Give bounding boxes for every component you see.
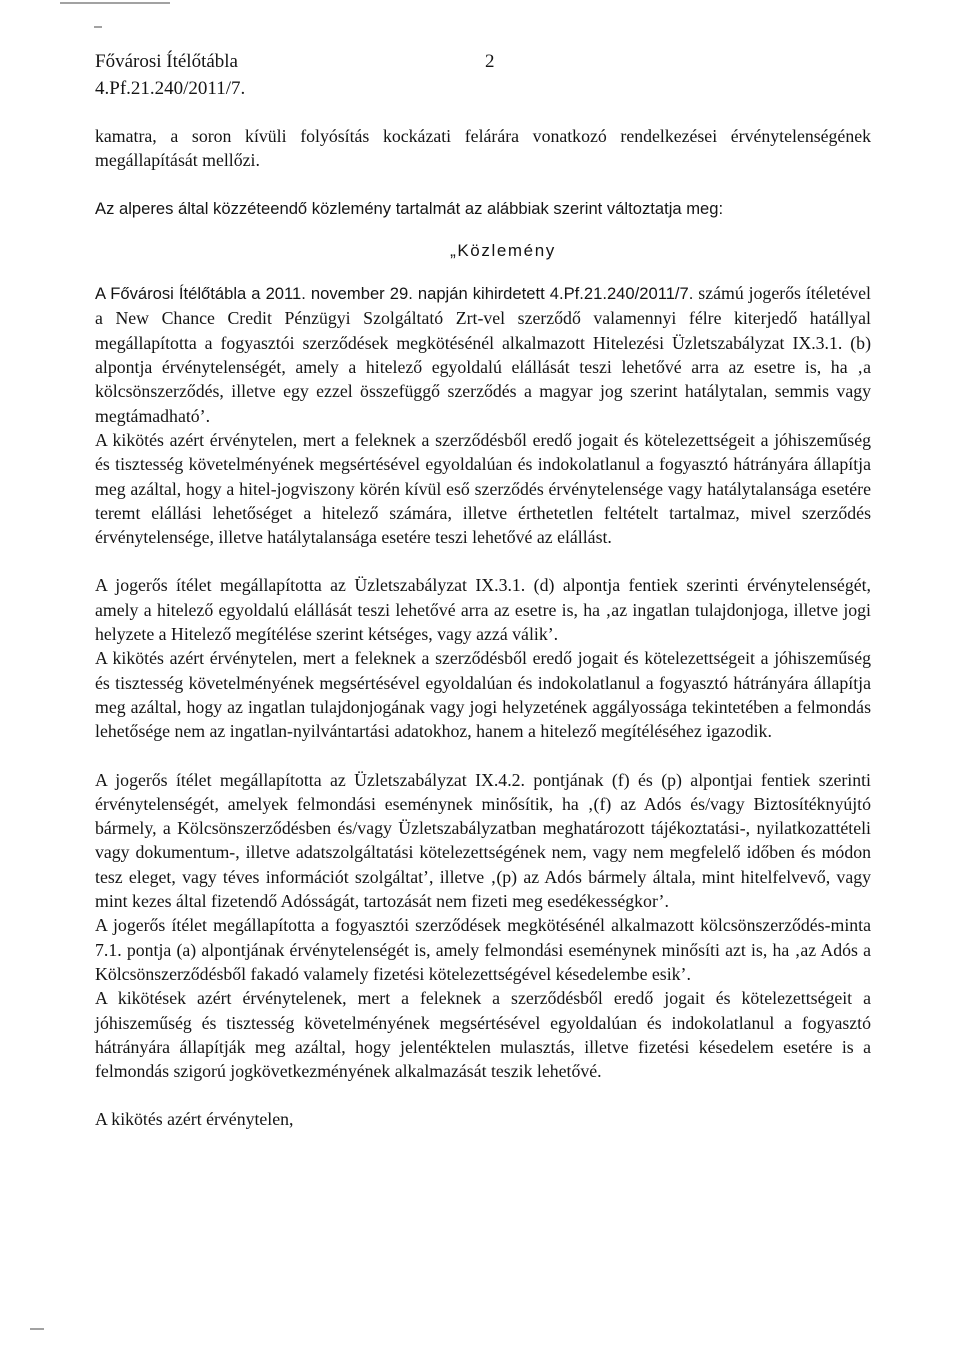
court-name: Fővárosi Ítélőtábla	[95, 51, 238, 72]
document-body	[95, 124, 871, 1132]
paragraph-finding-d: A jogerős ítélet megállapította az Üzletszabályzat IX.3.1. (d) alpontja fentiek szerinti érvénytelenségét, amely a hitelező egyoldalú elállását teszi lehetővé arra az esetre is, ha ‚az ingatlan tulajdonjoga, illetve jogi helyzete a Hitelező megítélése szerint kétséges, vagy azzá válik’.	[95, 575, 871, 645]
notice-lead-sans: A Fővárosi Ítélőtábla a 2011. november 29. napján kihirdetett 4.Pf.21.240/2011/7.	[95, 284, 694, 304]
scan-artifact-left	[94, 26, 102, 28]
case-number: 4.Pf.21.240/2011/7.	[95, 78, 246, 99]
paragraph-notice-lead	[95, 281, 871, 428]
paragraph-kozlemeny-intro: Az alperes által közzéteendő közlemény tartalmát az alábbiak szerint változtatja meg:	[95, 198, 724, 218]
paragraph-finding-f-p: A jogerős ítélet megállapította az Üzletszabályzat IX.4.2. pontjának (f) és (p) alpontjai fentiek szerinti érvénytelenségét, amelyek felmondási eseménynek minősítik, ha ‚(f) az Adós és/vagy Biztosítéknyújtó bármely, a Kölcsönszerződésben és/vagy Üzletszabályzatban meghatározott tájékoztatási-, nyilatkozattételi vagy dokumentum-, illetve adatszolgáltatási kötelezettségének nem, vagy nem megfelelő időben és módon tesz eleget, vagy téves információt szolgáltat’, illetve ‚(p) az Adós bármely általa, mint hitelfelvevő, vagy mint kezes által fizetendő Adósságát, tartozását nem fizeti meg esedékességkor’.	[95, 769, 871, 912]
paragraph-closing-fragment: A kikötés azért érvénytelen,	[95, 1109, 294, 1130]
paragraph-reasoning-f-p: A kikötések azért érvénytelenek, mert a feleknek a szerződésből eredő jogait és kötelezettségeit a jóhiszeműség és tisztesség követelményének megsértésével egyoldalúan és indokolatlanul a fogyasztó hátrányára állapítják meg azáltal, hogy jelentéktelen mulasztás, illetve fizetési késedelem esetére is a felmondás szigorú jogkövetkezményének alkalmazását teszik lehetővé.	[95, 988, 871, 1082]
paragraph-finding-loan-template: A jogerős ítélet megállapította a fogyasztói szerződések megkötésénél alkalmazott kölcsönszerződés-minta 7.1. pontja (a) alpontjának érvénytelenségét is, amely felmondási eseménynek minősíti azt is, ha ‚az Adós a Kölcsönszerződésből fakadó valamely fizetési kötelezettségével késedelembe esik’.	[95, 915, 871, 984]
scan-artifact-bottom	[30, 1328, 44, 1330]
notice-lead-serif: számú jogerős ítéletével a New Chance Credit Pénzügyi Szolgáltató Zrt-vel szerződő valamennyi félre kiterjedő hatállyal megállapította a fogyasztói szerződések megkötésénél alkalmazott Hitelezési Üzletszabályzat IX.3.1. (b) alpontja érvénytelenségét, amely a hitelező egyoldalú elállását teszi lehetővé arra az esetre is, ha ‚a kölcsönszerződés, illetve egy ezzel összefüggő szerződés a magyar jog szerint hatálytalan, semmis vagy megtámadható’.	[95, 283, 871, 426]
paragraph-mellozi: kamatra, a soron kívüli folyósítás kockázati felárára vonatkozó rendelkezései érvénytelenségének megállapítását mellőzi.	[95, 126, 871, 171]
scan-artifact-top	[60, 2, 170, 4]
notice-title: „Közlemény	[450, 240, 556, 260]
paragraph-reasoning-d: A kikötés azért érvénytelen, mert a feleknek a szerződésből eredő jogait és kötelezettségeit a jóhiszeműség és tisztesség követelményének megsértésével egyoldalúan és indokolatlanul a fogyasztó hátrányára állapítja meg azáltal, hogy az ingatlan tulajdonjogának vagy jogi helyzetének aggályossága tekintetében a felmondás lehetősége nem az ingatlan-nyilvántartási adatokhoz, hanem a hitelező megítéléséhez igazodik.	[95, 648, 871, 742]
page-number: 2	[485, 51, 495, 72]
paragraph-reasoning-b: A kikötés azért érvénytelen, mert a feleknek a szerződésből eredő jogait és kötelezettségeit a jóhiszeműség és tisztesség követelményének megsértésével egyoldalúan és indokolatlanul a fogyasztó hátrányára állapítja meg azáltal, hogy a hitel-jogviszony körén kívül eső szerződés érvénytelensége vagy hatálytalansága esetére teremt elállási lehetőséget a hitelező számára, illetve érthetetlen feltételt tartalmaz, mivel szerződés érvénytelensége, illetve hatálytalansága esetére teszi lehetővé az elállást.	[95, 429, 871, 548]
document-header	[95, 48, 515, 102]
